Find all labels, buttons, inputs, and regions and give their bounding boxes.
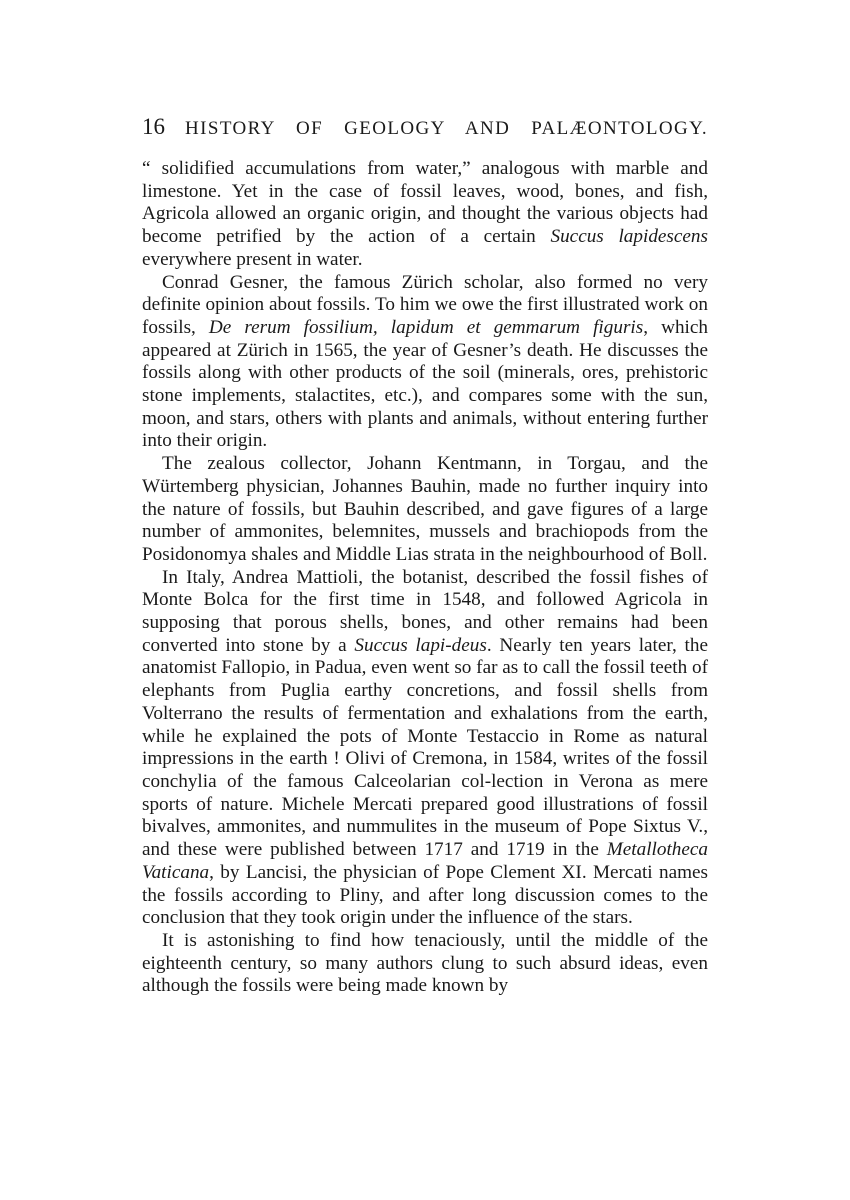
book-page <box>142 114 708 998</box>
running-title: HISTORY OF GEOLOGY AND PALÆONTOLOGY. <box>185 118 708 139</box>
italic-title: Succus lapi-deus <box>354 634 487 656</box>
text-segment: In Italy, Andrea Mattioli, the botanist, described the fossil fishes of Monte Bolca for the first time in 1548, and followed Agricola in supposing that porous shells, bones, and other remains had been converted into stone by a <box>142 566 708 656</box>
paragraph-2 <box>142 272 708 454</box>
running-head <box>142 114 708 140</box>
paragraph-5 <box>142 930 708 998</box>
text-segment: The zealous collector, Johann Kentmann, in Torgau, and the Würtemberg physician, Johannes Bauhin, made no further inquiry into the nature of fossils, but Bauhin described, and gave figures of a large number of ammonites, belemnites, mussels and brachiopods from the Posidonomya shales and Middle Lias strata in the neighbourhood of Boll. <box>142 453 708 565</box>
italic-title: Succus lapidescens <box>550 226 708 248</box>
text-segment: , by Lancisi, the physician of Pope Clement XI. Mercati names the fossils according to Pliny, and after long discussion comes to the conclusion that they took origin under the influence of the stars. <box>142 861 708 929</box>
italic-title: Metallotheca Vaticana <box>142 839 708 883</box>
page-number: 16 <box>142 114 165 139</box>
text-segment: It is astonishing to find how tenaciously, until the middle of the eighteenth century, so many authors clung to such absurd ideas, even although the fossils were being made known by <box>142 929 708 997</box>
italic-title: De rerum fossilium, lapidum et gemmarum figuris <box>208 316 644 338</box>
paragraph-1 <box>142 158 708 272</box>
text-segment: . Nearly ten years later, the anatomist Fallopio, in Padua, even went so far as to call the fossil teeth of elephants from Puglia earthy concretions, and fossil shells from Volterrano the results of fermentation and exhalations from the earth, while he explained the pots of Monte Testaccio in Rome as natural impressions in the earth ! Olivi of Cremona, in 1584, writes of the fossil conchylia of the famous Calceolarian col-lection in Verona as mere sports of nature. Michele Mercati prepared good illustrations of fossil bivalves, ammonites, and nummulites in the museum of Pope Sixtus V., and these were published between 1717 and 1719 in the <box>142 634 708 861</box>
paragraph-3 <box>142 453 708 567</box>
text-segment: everywhere present in water. <box>142 248 363 270</box>
body-text <box>142 158 708 998</box>
paragraph-4 <box>142 567 708 930</box>
text-segment: Conrad Gesner, the famous Zürich scholar, also formed no very definite opinion about fossils. To him we owe the first illustrated work on fossils, <box>142 271 708 338</box>
text-segment: “ solidified accumulations from water,” analogous with marble and limestone. Yet in the case of fossil leaves, wood, bones, and fish, Agricola allowed an organic origin, and thought the various objects had become petrified by the action of a certain <box>142 158 708 248</box>
text-segment: , which appeared at Zürich in 1565, the year of Gesner’s death. He discusses the fossils along with other products of the soil (minerals, ores, prehistoric stone implements, stalactites, etc.), and compares some with the sun, moon, and stars, others with plants and animals, without entering further into their origin. <box>142 316 708 452</box>
